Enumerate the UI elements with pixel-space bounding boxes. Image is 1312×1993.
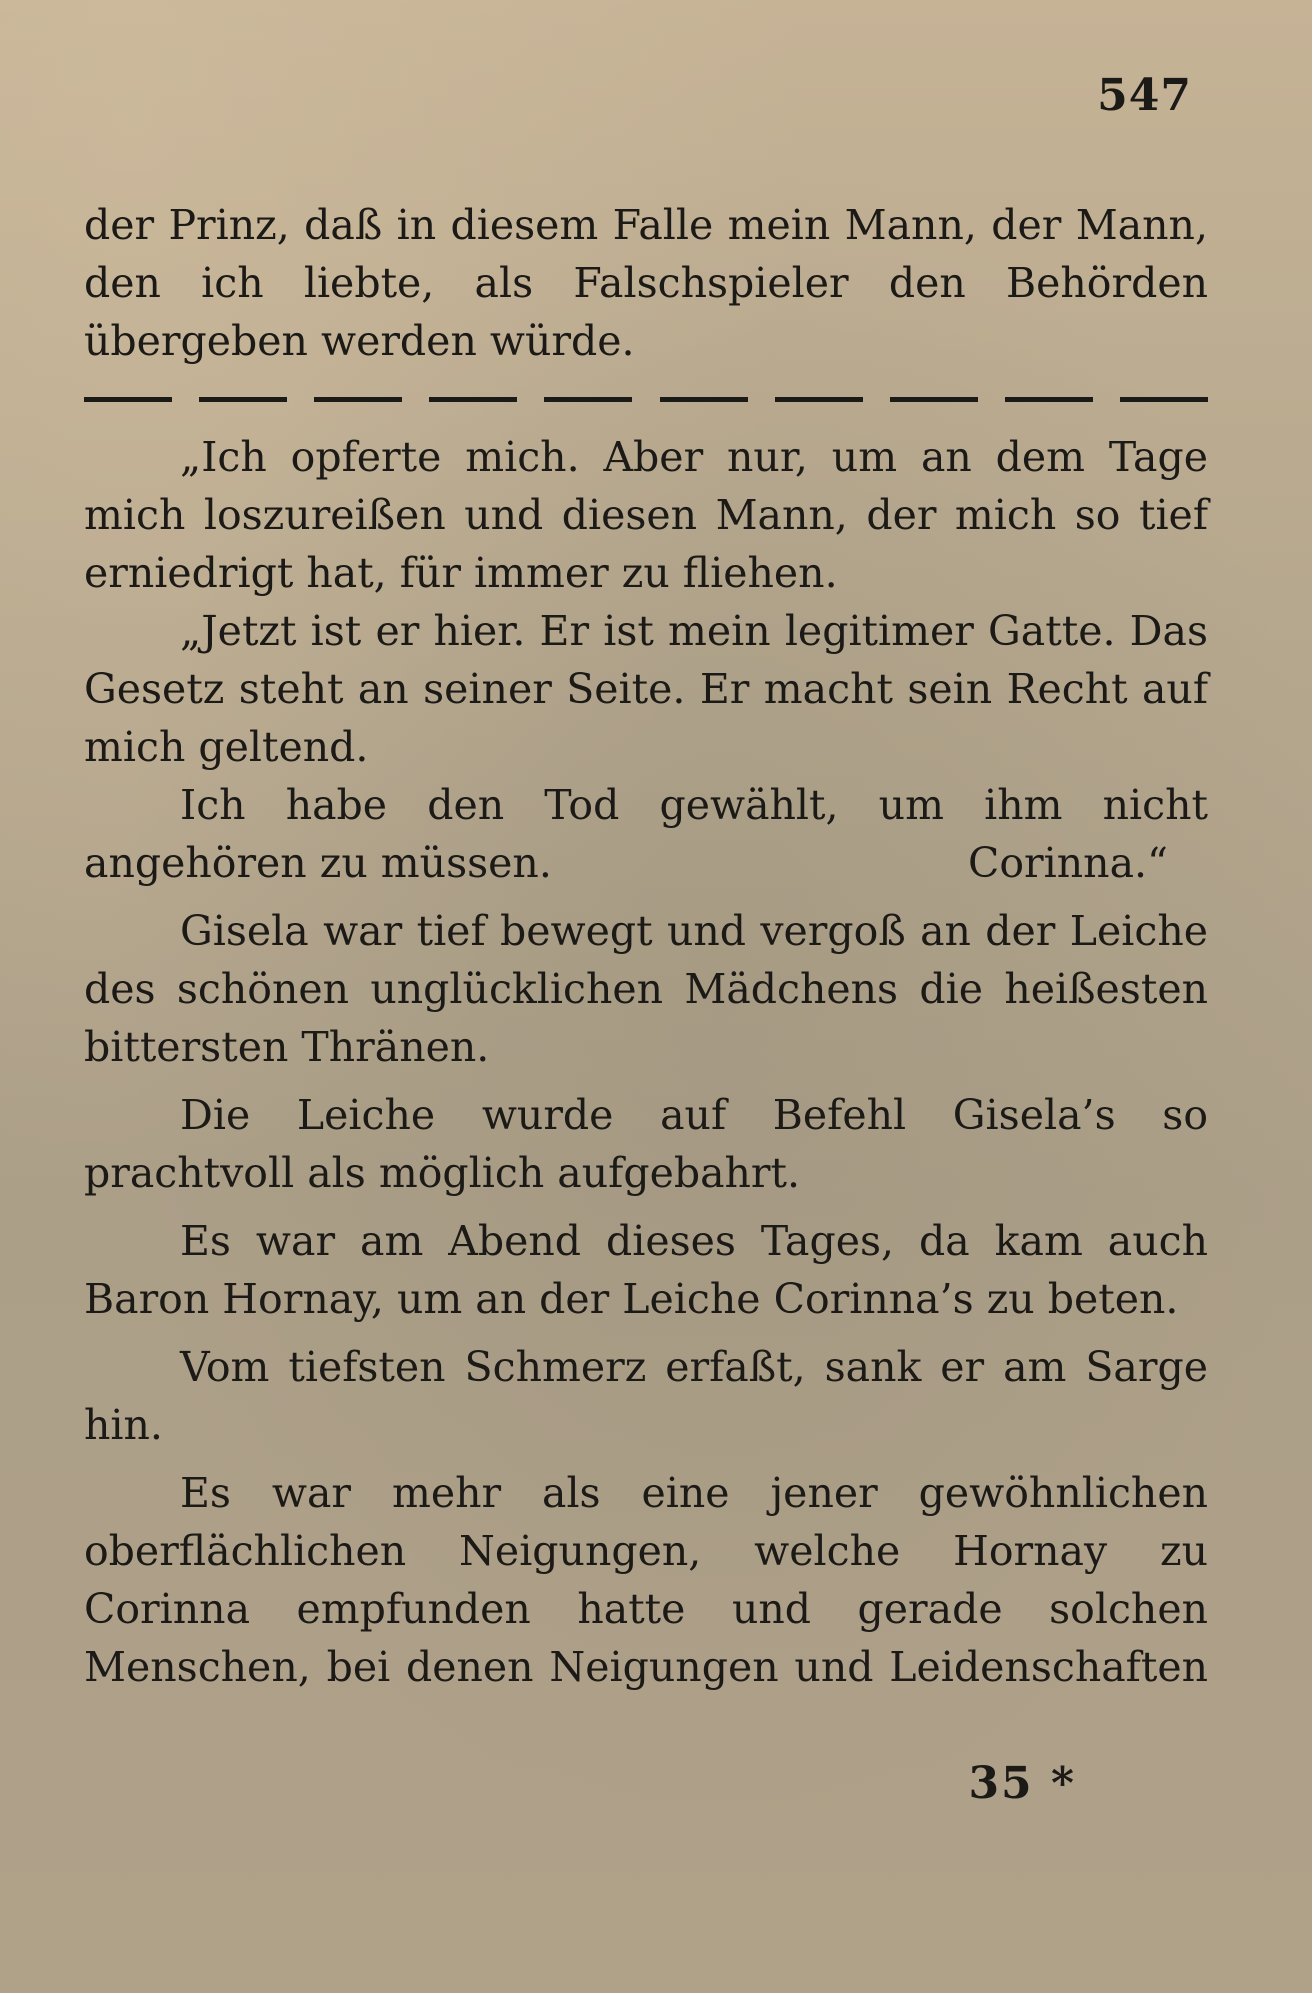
- paragraph: Gisela war tief bewegt und vergoß an der Leiche des schönen unglücklichen Mädchens die heißesten bittersten Thränen.: [84, 907, 1208, 1071]
- separator-dash: [890, 397, 978, 402]
- letter-closing: [84, 776, 1208, 892]
- separator-dash: [1005, 397, 1093, 402]
- paragraph: Es war am Abend dieses Tages, da kam auch Baron Hornay, um an der Leiche Corinna’s zu beten.: [84, 1217, 1208, 1323]
- section-separator: [84, 370, 1208, 428]
- separator-dash: [1120, 397, 1208, 402]
- paragraph-line: Ich habe den Tod gewählt, um ihm nicht: [180, 781, 1208, 829]
- separator-dash: [660, 397, 748, 402]
- separator-dash: [775, 397, 863, 402]
- separator-dash: [84, 397, 172, 402]
- paragraph-line: angehören zu müssen.: [84, 839, 552, 887]
- paragraph: Es war mehr als eine jener gewöhnlichen oberflächlichen Neigungen, welche Hornay zu Corinna empfunden hatte und gerade solchen Menschen, bei denen Neigungen und Leidenschaften: [84, 1469, 1208, 1691]
- separator-dash: [544, 397, 632, 402]
- closing-line: [84, 834, 1208, 892]
- page-number: 547: [1097, 70, 1192, 121]
- paragraph: „Ich opferte mich. Aber nur, um an dem Tage mich loszureißen und diesen Mann, der mich so tief erniedrigt hat, für immer zu fliehen.: [84, 433, 1208, 597]
- paragraph: Vom tiefsten Schmerz erfaßt, sank er am Sarge hin.: [84, 1343, 1208, 1449]
- separator-dash: [199, 397, 287, 402]
- paragraph: „Jetzt ist er hier. Er ist mein legitimer Gatte. Das Gesetz steht an seiner Seite. Er macht sein Recht auf mich geltend.: [84, 607, 1208, 771]
- signature-mark: 35 *: [968, 1758, 1076, 1809]
- body-text: [84, 196, 1208, 1696]
- letter-signature: Corinna.“: [967, 839, 1168, 887]
- separator-dash: [429, 397, 517, 402]
- paragraph: Die Leiche wurde auf Befehl Gisela’s so prachtvoll als möglich aufgebahrt.: [84, 1091, 1208, 1197]
- separator-dash: [314, 397, 402, 402]
- paragraph: der Prinz, daß in diesem Falle mein Mann, der Mann, den ich liebte, als Falschspieler den Behörden übergeben werden würde.: [84, 201, 1208, 365]
